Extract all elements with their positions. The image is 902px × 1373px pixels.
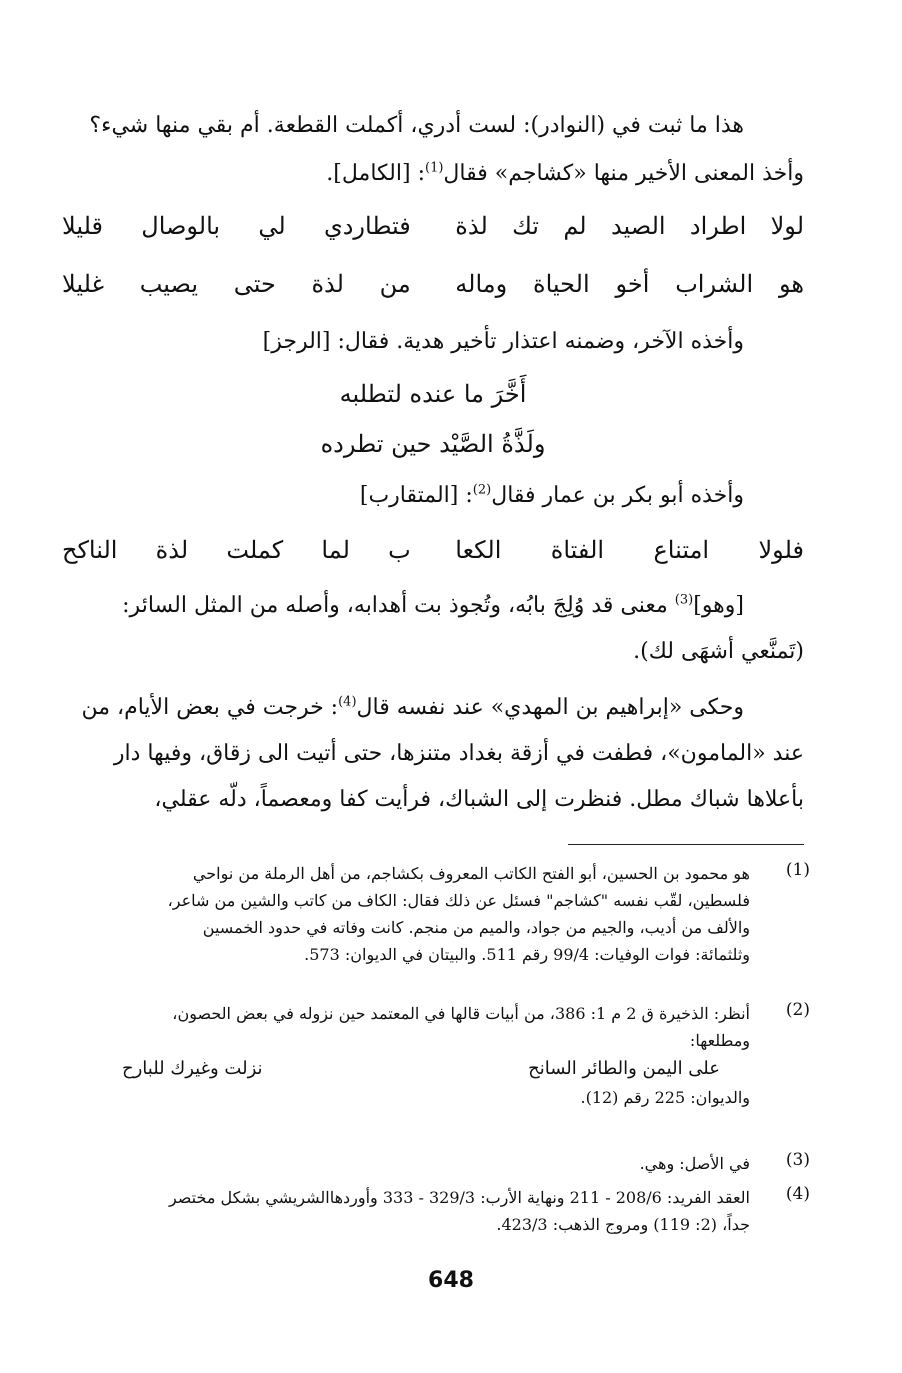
paragraph-line: عند «المامون»، فطفت في أزقة بغداد متنزها، حتى أتيت الى زقاق، وفيها دار bbox=[113, 741, 804, 766]
footnote-line: والألف من أديب، والجيم من جواد، والميم من منجم. كانت وفاته في حدود الخمسين bbox=[202, 918, 750, 937]
footnote-number: (4) bbox=[785, 1184, 810, 1204]
footnote-verse: على اليمن والطائر السانح نزلت وغيرك للبارح bbox=[122, 1058, 720, 1079]
footnote-line: أنظر: الذخيرة ق 2 م 1: 386، من أبيات قالها في المعتمد حين نزوله في بعض الحصون، bbox=[172, 1004, 750, 1023]
footnote-number: (3) bbox=[785, 1150, 810, 1170]
verse-hemistich-left: ب لما كملت لذة الناكح bbox=[62, 536, 411, 564]
poem-verse bbox=[62, 266, 804, 302]
footnote-line: وثلثمائة: فوات الوفيات: 99/4 رقم 511. والبيتان في الديوان: 573. bbox=[304, 945, 750, 964]
footnote-line: ومطلعها: bbox=[689, 1031, 750, 1050]
footnote-line: جداً، (2: 119) ومروج الذهب: 423/3. bbox=[496, 1215, 750, 1234]
footnote-line: فلسطين، لقّب نفسه "كشاجم" فسئل عن ذلك فقال: الكاف من كاتب والشين من شاعر، bbox=[167, 891, 750, 910]
poem-verse bbox=[62, 532, 804, 568]
verse-hemistich-left: فتطاردي لي بالوصال قليلا bbox=[62, 212, 411, 240]
paragraph-line: (تَمنَّعي أشهَى لك). bbox=[633, 639, 804, 664]
paragraph-line: [وهو]$^{(3)}$ معنى قد وُلِجَ بابُه، وتُجوذ بت أهدابه، وأصله من المثل السائر: bbox=[122, 592, 744, 618]
footnote-line: والديوان: 225 رقم (12). bbox=[580, 1088, 750, 1107]
rajaz-line: أَخَّرَ ما عنده لتطلبه bbox=[339, 380, 527, 408]
footnote-line: في الأصل: وهي. bbox=[639, 1154, 750, 1173]
verse-hemistich-right: فلولا امتناع الفتاة الكعا bbox=[455, 536, 804, 564]
footnote-line: هو محمود بن الحسين، أبو الفتح الكاتب المعروف بكشاجم، من أهل الرملة من نواحي bbox=[192, 864, 750, 883]
paragraph-line: وحكى «إبراهيم بن المهدي» عند نفسه قال$^{(4)}$: خرجت في بعض الأيام، من bbox=[81, 694, 744, 720]
footnote-line: العقد الفريد: 208/6 - 211 ونهاية الأرب: 329/3 - 333 وأوردهاالشريشي بشكل مختصر bbox=[168, 1188, 750, 1207]
page-number: 648 bbox=[428, 1268, 474, 1293]
footnote-ref[interactable]: (1) bbox=[424, 160, 444, 176]
paragraph-line: وأخذه الآخر، وضمنه اعتذار تأخير هدية. فقال: [الرجز] bbox=[262, 329, 744, 354]
footnote-divider bbox=[568, 844, 804, 845]
paragraph-line: بأعلاها شباك مطل. فنظرت إلى الشباك، فرأيت كفا ومعصماً، دلّه عقلي، bbox=[154, 787, 804, 812]
verse-hemistich-left: من لذة حتى يصيب غليلا bbox=[62, 270, 411, 298]
footnote-ref[interactable]: (4) bbox=[338, 694, 357, 710]
footnote-number: (2) bbox=[785, 1000, 810, 1020]
verse-hemistich-right: هو الشراب أخو الحياة وماله bbox=[455, 270, 804, 298]
footnote-number: (1) bbox=[785, 860, 810, 880]
paragraph-line: وأخذه أبو بكر بن عمار فقال$^{(2)}$: [المتقارب] bbox=[359, 482, 744, 508]
paragraph-line: هذا ما ثبت في (النوادر): لست أدري، أكملت القطعة. أم بقي منها شيء؟ bbox=[89, 113, 744, 138]
footnote-ref[interactable]: (3) bbox=[674, 592, 694, 608]
poem-verse bbox=[62, 208, 804, 244]
paragraph-line: وأخذ المعنى الأخير منها «كشاجم» فقال$^{(1)}$: [الكامل]. bbox=[326, 160, 804, 186]
footnote-ref[interactable]: (2) bbox=[472, 482, 492, 498]
rajaz-line: ولَذَّةُ الصَّيْد حين تطرده bbox=[320, 430, 546, 458]
verse-hemistich-right: لولا اطراد الصيد لم تك لذة bbox=[455, 212, 804, 240]
